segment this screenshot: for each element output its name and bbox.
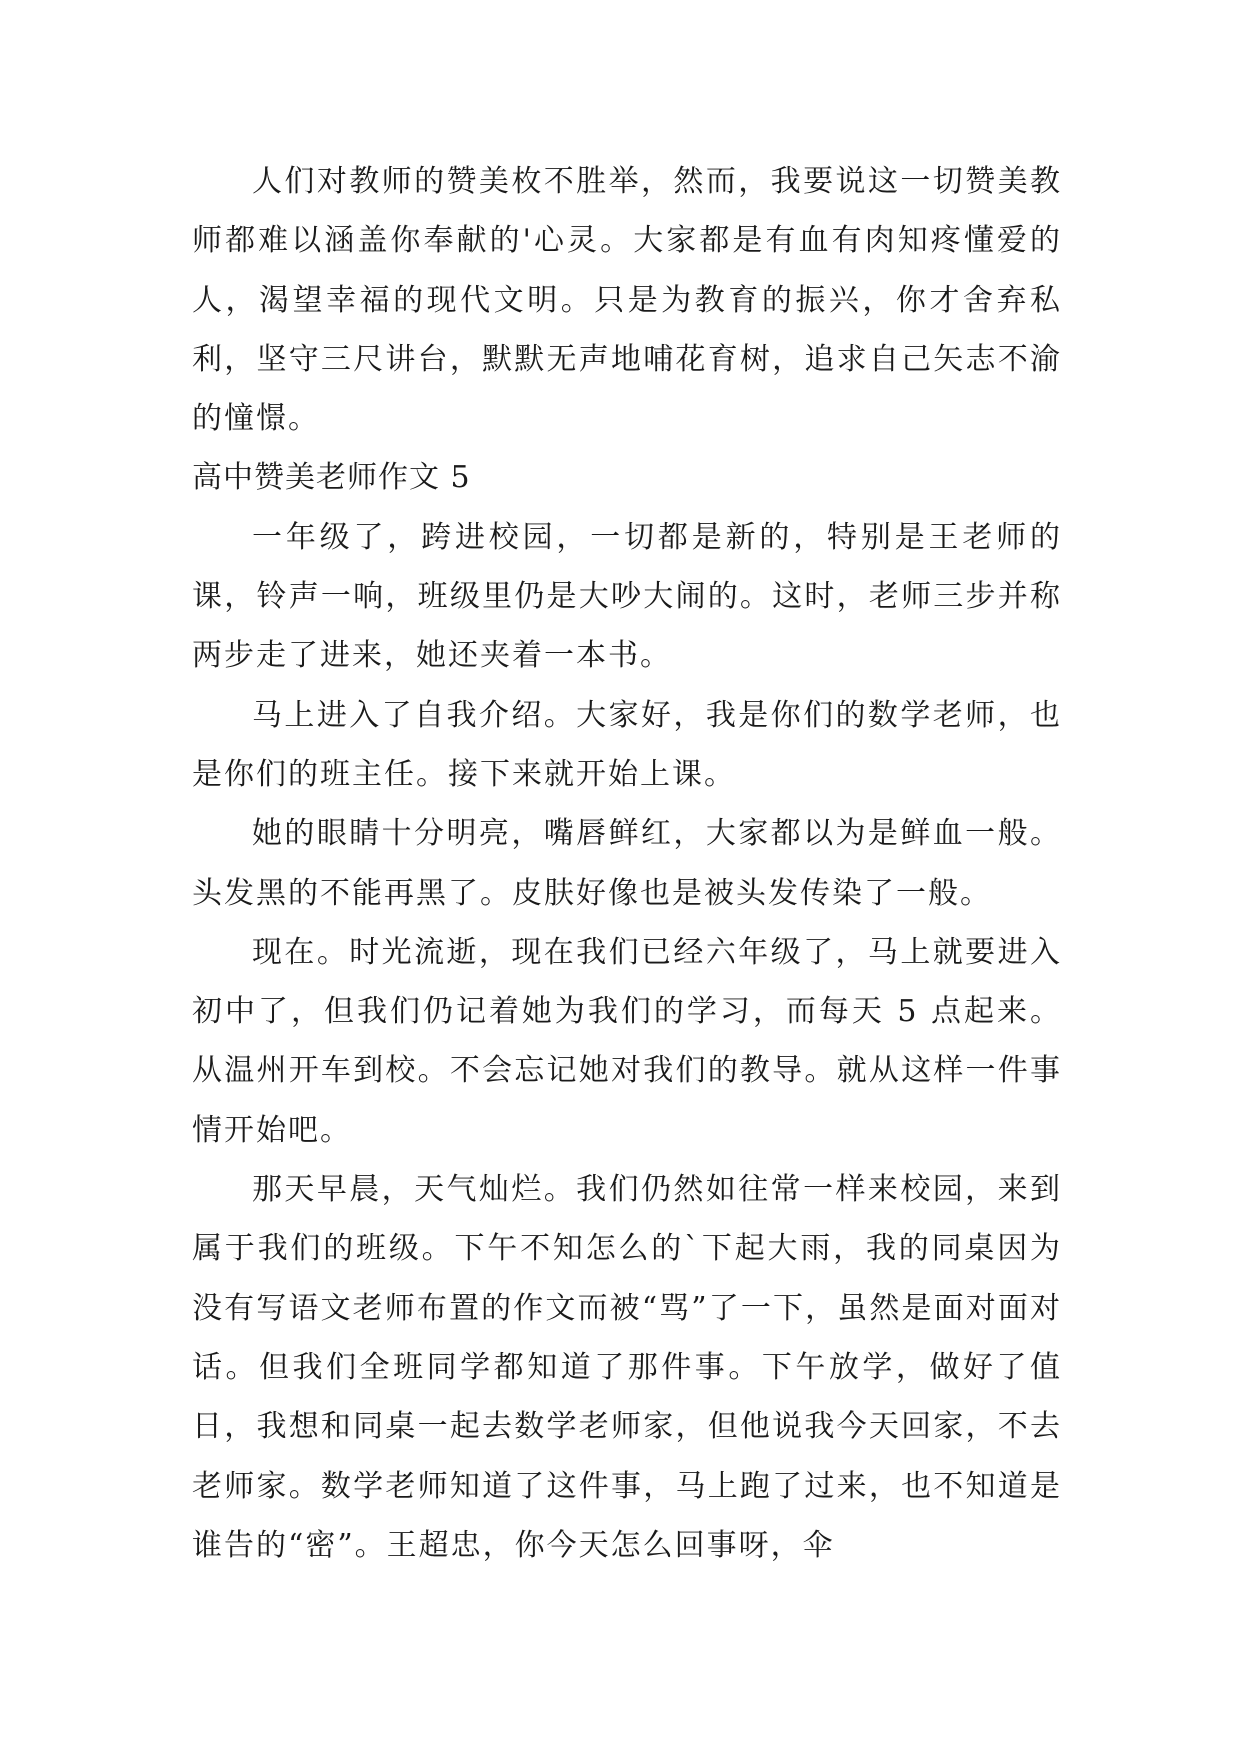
section-heading: 高中赞美老师作文 5 [192,460,471,496]
paragraph-5: 现在。时光流逝，现在我们已经六年级了，马上就要进入初中了，但我们仍记着她为我们的学习，而每天 5 点起来。从温州开车到校。不会忘记她对我们的教导。就从这样一件事情开始吧。 [192,934,1062,1148]
paragraph-6: 那天早晨，天气灿烂。我们仍然如往常一样来校园，来到属于我们的班级。下午不知怎么的`下起大雨，我的同桌因为没有写语文老师布置的作文而被“骂”了一下，虽然是面对面对话。但我们全班同学都知道了那件事。下午放学，做好了值日，我想和同桌一起去数学老师家，但他说我今天回家，不去老师家。数学老师知道了这件事，马上跑了过来，也不知道是谁告的“密”。王超忠，你今天怎么回事呀，伞 [192,1172,1062,1563]
paragraph-2: 一年级了，跨进校园，一切都是新的，特别是王老师的课，铃声一响，班级里仍是大吵大闹的。这时，老师三步并称两步走了进来，她还夹着一本书。 [192,519,1062,674]
paragraph-4: 她的眼睛十分明亮，嘴唇鲜红，大家都以为是鲜血一般。头发黑的不能再黑了。皮肤好像也是被头发传染了一般。 [192,816,1062,911]
paragraph-1: 人们对教师的赞美枚不胜举，然而，我要说这一切赞美教师都难以涵盖你奉献的'心灵。大家都是有血有肉知疼懂爱的人，渴望幸福的现代文明。只是为教育的振兴，你才舍弃私利，坚守三尺讲台，默默无声地哺花育树，追求自己矢志不渝的憧憬。 [192,164,1062,437]
paragraph-3: 马上进入了自我介绍。大家好，我是你们的数学老师，也是你们的班主任。接下来就开始上课。 [192,697,1062,792]
document-page [192,152,1062,1575]
